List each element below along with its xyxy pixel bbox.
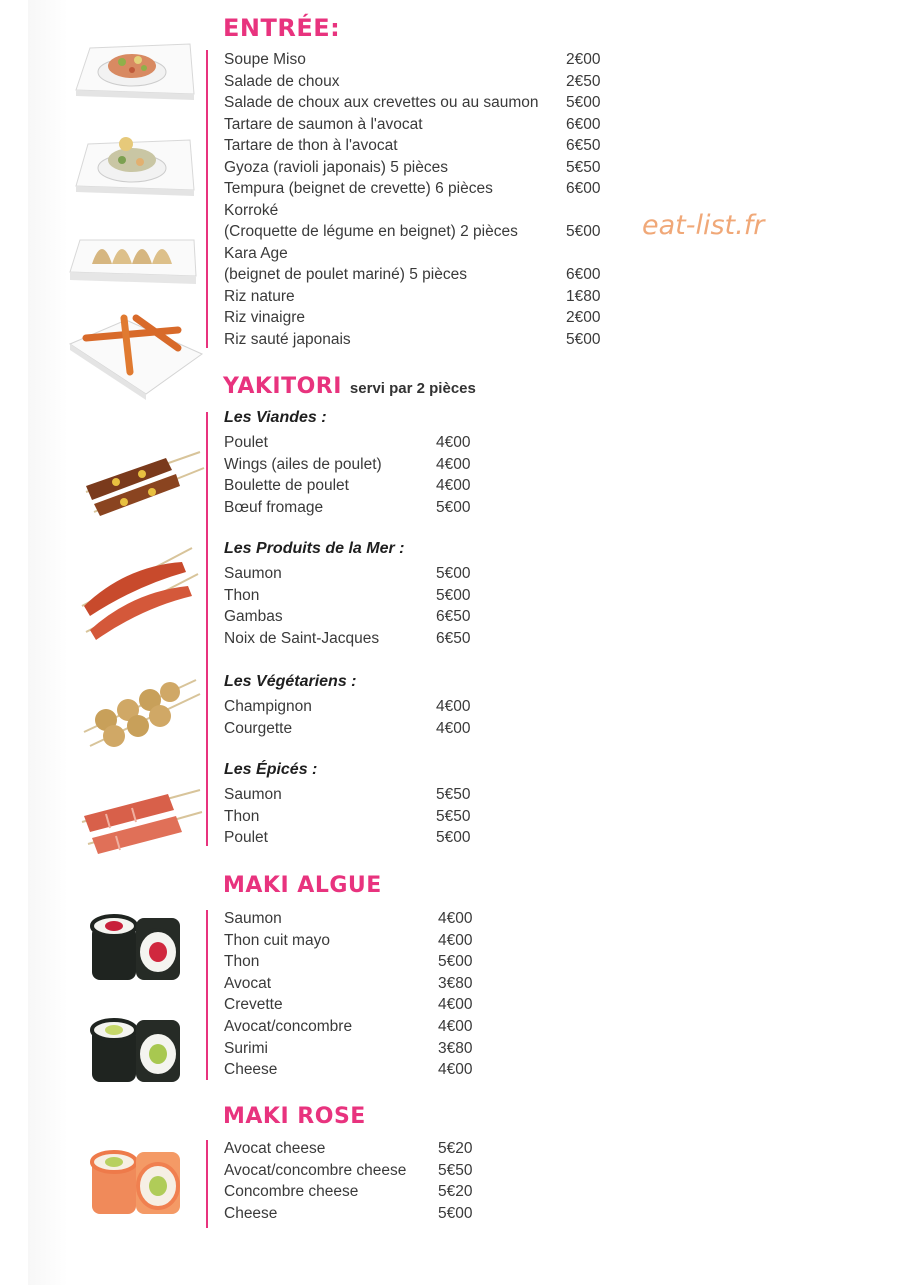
menu-item-name: Soupe Miso (224, 51, 306, 68)
menu-item-name: Thon (224, 953, 260, 971)
menu-item-price: 5€20 (438, 1140, 473, 1157)
menu-item-name: Poulet (224, 434, 268, 451)
menu-item-name: Thon (224, 807, 260, 825)
yakitori-title: YAKITORI (223, 374, 342, 399)
menu-item-name: Salade de choux aux crevettes ou au saumon (224, 94, 539, 111)
menu-item-price: 5€00 (566, 330, 601, 348)
maki-avocado-photo (88, 1014, 188, 1088)
mushroom-skewer-photo (76, 672, 206, 752)
menu-item-price: 3€80 (438, 1039, 473, 1057)
gambas-skewer-photo (76, 546, 206, 646)
menu-item-price: 5€00 (566, 94, 601, 111)
menu-item-price: 6€00 (566, 180, 601, 197)
menu-item-price: 4€00 (438, 931, 473, 949)
menu-item-price: 4€00 (436, 455, 471, 473)
menu-item-name: Tartare de saumon à l'avocat (224, 115, 423, 133)
menu-item-name: Saumon (224, 565, 282, 582)
menu-item-price: 4€00 (436, 719, 471, 737)
menu-item-name: Boulette de poulet (224, 477, 349, 495)
menu-item-name: Crevette (224, 996, 283, 1014)
menu-item-price: 2€00 (566, 51, 601, 68)
menu-item-name: Cheese (224, 1204, 278, 1222)
menu-item-name: Riz sauté japonais (224, 330, 351, 348)
menu-item-name: Saumon (224, 786, 282, 803)
menu-item-price: 5€50 (438, 1161, 473, 1179)
menu-item-price: 4€00 (438, 1061, 473, 1079)
menu-item-price: 5€00 (436, 565, 471, 582)
menu-item-name: Riz nature (224, 287, 295, 305)
menu-item-name: Korroké (224, 201, 279, 219)
menu-item-price: 6€50 (566, 137, 601, 154)
menu-item-price: 4€00 (438, 996, 473, 1014)
menu-item-price: 5€00 (436, 499, 471, 517)
watermark: eat-list.fr (642, 210, 765, 241)
section-divider (206, 50, 208, 348)
menu-item-name: Avocat (224, 974, 272, 992)
menu-item-price: 5€00 (438, 1204, 473, 1222)
spicy-skewer-photo (76, 782, 206, 857)
menu-item-price: 6€50 (436, 630, 471, 648)
menu-item-price: 2€50 (566, 72, 601, 90)
menu-item-name: Tempura (beignet de crevette) 6 pièces (224, 180, 493, 197)
yakitori-subtitle: servi par 2 pièces (349, 380, 476, 397)
menu-item-price: 5€00 (436, 586, 471, 604)
menu-item-name: Wings (ailes de poulet) (224, 455, 382, 473)
menu-item-price: 4€00 (436, 434, 471, 451)
menu-item-price: 6€50 (436, 608, 471, 626)
menu-item-name: Bœuf fromage (224, 499, 324, 517)
tartare-dish-photo (70, 28, 200, 108)
menu-item-name: Surimi (224, 1039, 268, 1057)
menu-item-name: Thon cuit mayo (224, 931, 330, 949)
maki-tuna-photo (88, 912, 188, 986)
menu-item-price: 5€50 (566, 158, 601, 176)
menu-item-name: Thon (224, 586, 260, 604)
section-title-entree: ENTRÉE: (223, 14, 341, 42)
menu-item-name: Champignon (224, 698, 312, 715)
menu-item-price: 2€00 (566, 309, 601, 326)
menu-item-name: Avocat/concombre (224, 1018, 353, 1035)
tempura-plate-photo (66, 308, 206, 403)
menu-item-name: Courgette (224, 719, 293, 737)
section-title-yakitori (223, 374, 476, 399)
menu-item-name: Salade de choux (224, 72, 340, 90)
menu-item-price: 3€80 (438, 974, 473, 992)
menu-item-price: 1€80 (566, 287, 601, 305)
yakitori-group-title: Les Épicés : (224, 761, 318, 778)
menu-item-name: (Croquette de légume en beignet) 2 pièces (224, 223, 518, 240)
menu-item-price: 6€00 (566, 115, 601, 133)
menu-item-name: Concombre cheese (224, 1183, 359, 1201)
yakitori-group-title: Les Végétariens : (224, 673, 357, 690)
menu-item-name: Riz vinaigre (224, 309, 305, 326)
maki-rose-photo (88, 1146, 188, 1220)
section-title-maki-rose: MAKI ROSE (223, 1104, 366, 1129)
menu-item-price: 5€00 (438, 953, 473, 971)
menu-item-name: Avocat/concombre cheese (224, 1161, 407, 1179)
menu-item-name: Saumon (224, 910, 282, 927)
gyoza-plate-photo (66, 226, 200, 296)
salad-dish-photo (70, 120, 200, 205)
menu-item-name: Cheese (224, 1061, 278, 1079)
section-divider (206, 910, 208, 1080)
menu-item-name: Avocat cheese (224, 1140, 326, 1157)
yakitori-group-title: Les Viandes : (224, 409, 327, 426)
section-divider (206, 412, 208, 846)
yakitori-group-title: Les Produits de la Mer : (224, 540, 405, 557)
menu-item-price: 5€50 (436, 807, 471, 825)
menu-item-price: 5€20 (438, 1183, 473, 1201)
menu-item-price: 4€00 (436, 698, 471, 715)
section-title-maki-algue: MAKI ALGUE (223, 873, 382, 898)
menu-item-name: Tartare de thon à l'avocat (224, 137, 398, 154)
menu-item-price: 4€00 (438, 910, 473, 927)
menu-item-name: (beignet de poulet mariné) 5 pièces (224, 266, 467, 283)
menu-item-price: 5€00 (566, 223, 601, 240)
section-divider (206, 1140, 208, 1228)
menu-item-name: Gambas (224, 608, 283, 626)
menu-item-price: 4€00 (438, 1018, 473, 1035)
menu-item-price: 6€00 (566, 266, 601, 283)
menu-item-price: 4€00 (436, 477, 471, 495)
menu-item-name: Gyoza (ravioli japonais) 5 pièces (224, 158, 448, 176)
menu-item-name: Kara Age (224, 244, 288, 262)
menu-item-name: Noix de Saint-Jacques (224, 630, 380, 648)
meat-skewer-photo (76, 446, 206, 521)
menu-item-name: Poulet (224, 829, 268, 847)
menu-item-price: 5€50 (436, 786, 471, 803)
menu-item-price: 5€00 (436, 829, 471, 847)
